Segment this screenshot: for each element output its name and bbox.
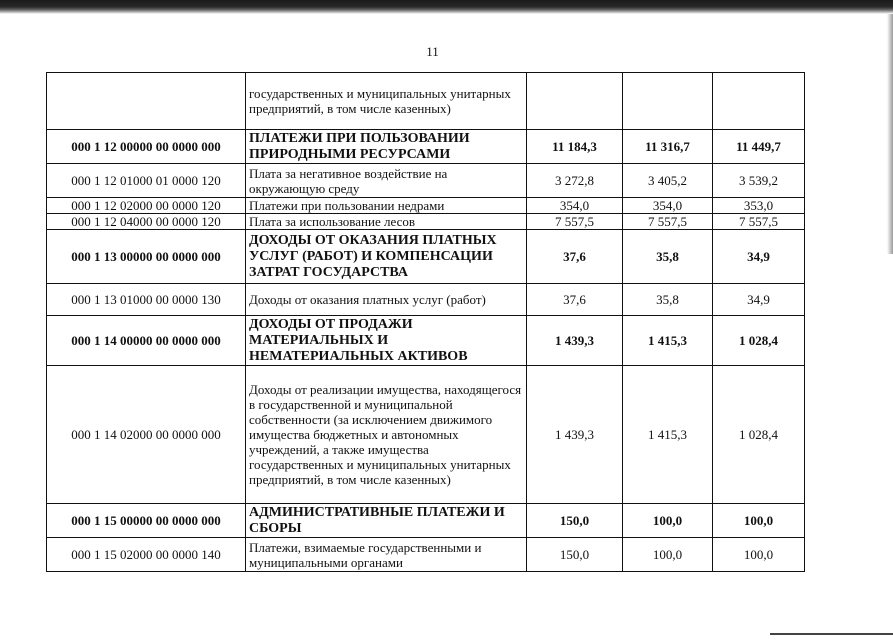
row-code: 000 1 15 00000 00 0000 000: [47, 504, 246, 538]
row-code: 000 1 12 02000 00 0000 120: [47, 198, 246, 214]
row-value-3: 7 557,5: [713, 214, 805, 230]
row-name: Плата за использование лесов: [246, 214, 527, 230]
row-code: 000 1 12 00000 00 0000 000: [47, 130, 246, 164]
table-row: [47, 366, 805, 504]
table-row: [47, 73, 805, 130]
table-row: [47, 504, 805, 538]
row-code: 000 1 12 01000 01 0000 120: [47, 164, 246, 198]
row-name: государственных и муниципальных унитарных предприятий, в том числе казенных): [246, 73, 527, 130]
row-value-2: 100,0: [623, 504, 713, 538]
row-value-2: 3 405,2: [623, 164, 713, 198]
row-code: 000 1 15 02000 00 0000 140: [47, 538, 246, 572]
row-value-1: 37,6: [527, 284, 623, 316]
row-name: Доходы от оказания платных услуг (работ): [246, 284, 527, 316]
row-value-2: 11 316,7: [623, 130, 713, 164]
page-number: 11: [426, 44, 439, 59]
row-value-2: 354,0: [623, 198, 713, 214]
revenue-table: [46, 72, 805, 572]
row-name: Плата за негативное воздействие на окружающую среду: [246, 164, 527, 198]
row-code: 000 1 14 02000 00 0000 000: [47, 366, 246, 504]
row-value-1: 11 184,3: [527, 130, 623, 164]
row-value-3: 34,9: [713, 230, 805, 284]
row-value-3: 34,9: [713, 284, 805, 316]
row-name: ДОХОДЫ ОТ ОКАЗАНИЯ ПЛАТНЫХ УСЛУГ (РАБОТ) И КОМПЕНСАЦИИ ЗАТРАТ ГОСУДАРСТВА: [246, 230, 527, 284]
scan-mark-bottom: [770, 633, 893, 635]
row-value-2: 35,8: [623, 230, 713, 284]
row-value-1: 37,6: [527, 230, 623, 284]
table-row: [47, 214, 805, 230]
row-value-3: 3 539,2: [713, 164, 805, 198]
row-name: ПЛАТЕЖИ ПРИ ПОЛЬЗОВАНИИ ПРИРОДНЫМИ РЕСУРСАМИ: [246, 130, 527, 164]
table-row: [47, 230, 805, 284]
table-row: [47, 198, 805, 214]
row-value-3: 100,0: [713, 538, 805, 572]
table-row: [47, 130, 805, 164]
row-name: ДОХОДЫ ОТ ПРОДАЖИ МАТЕРИАЛЬНЫХ И НЕМАТЕРИАЛЬНЫХ АКТИВОВ: [246, 316, 527, 366]
row-value-2: [623, 73, 713, 130]
row-value-1: 1 439,3: [527, 316, 623, 366]
row-value-3: 1 028,4: [713, 366, 805, 504]
scan-edge-top: [0, 0, 893, 14]
row-value-1: 354,0: [527, 198, 623, 214]
row-value-1: 7 557,5: [527, 214, 623, 230]
row-code: 000 1 12 04000 00 0000 120: [47, 214, 246, 230]
row-code: 000 1 13 01000 00 0000 130: [47, 284, 246, 316]
row-value-1: [527, 73, 623, 130]
row-value-2: 7 557,5: [623, 214, 713, 230]
row-value-3: 353,0: [713, 198, 805, 214]
row-name: АДМИНИСТРАТИВНЫЕ ПЛАТЕЖИ И СБОРЫ: [246, 504, 527, 538]
row-value-3: 11 449,7: [713, 130, 805, 164]
table-row: [47, 316, 805, 366]
row-value-3: 1 028,4: [713, 316, 805, 366]
row-value-3: [713, 73, 805, 130]
table-row: [47, 164, 805, 198]
row-code: 000 1 14 00000 00 0000 000: [47, 316, 246, 366]
row-value-2: 100,0: [623, 538, 713, 572]
row-value-2: 1 415,3: [623, 316, 713, 366]
row-value-1: 150,0: [527, 538, 623, 572]
row-value-1: 3 272,8: [527, 164, 623, 198]
table-row: [47, 538, 805, 572]
table-row: [47, 284, 805, 316]
row-value-2: 1 415,3: [623, 366, 713, 504]
row-name: Платежи, взимаемые государственными и муниципальными органами: [246, 538, 527, 572]
row-code: [47, 73, 246, 130]
row-name: Платежи при пользовании недрами: [246, 198, 527, 214]
scan-edge-right: [887, 14, 893, 254]
row-value-1: 1 439,3: [527, 366, 623, 504]
row-name: Доходы от реализации имущества, находящегося в государственной и муниципальной собственности (за исключением движимого имущества бюджетных и автономных учреждений, а также имущества государственных и муниципальных унитарных предприятий, в том числе казенных): [246, 366, 527, 504]
row-value-3: 100,0: [713, 504, 805, 538]
row-code: 000 1 13 00000 00 0000 000: [47, 230, 246, 284]
row-value-1: 150,0: [527, 504, 623, 538]
row-value-2: 35,8: [623, 284, 713, 316]
